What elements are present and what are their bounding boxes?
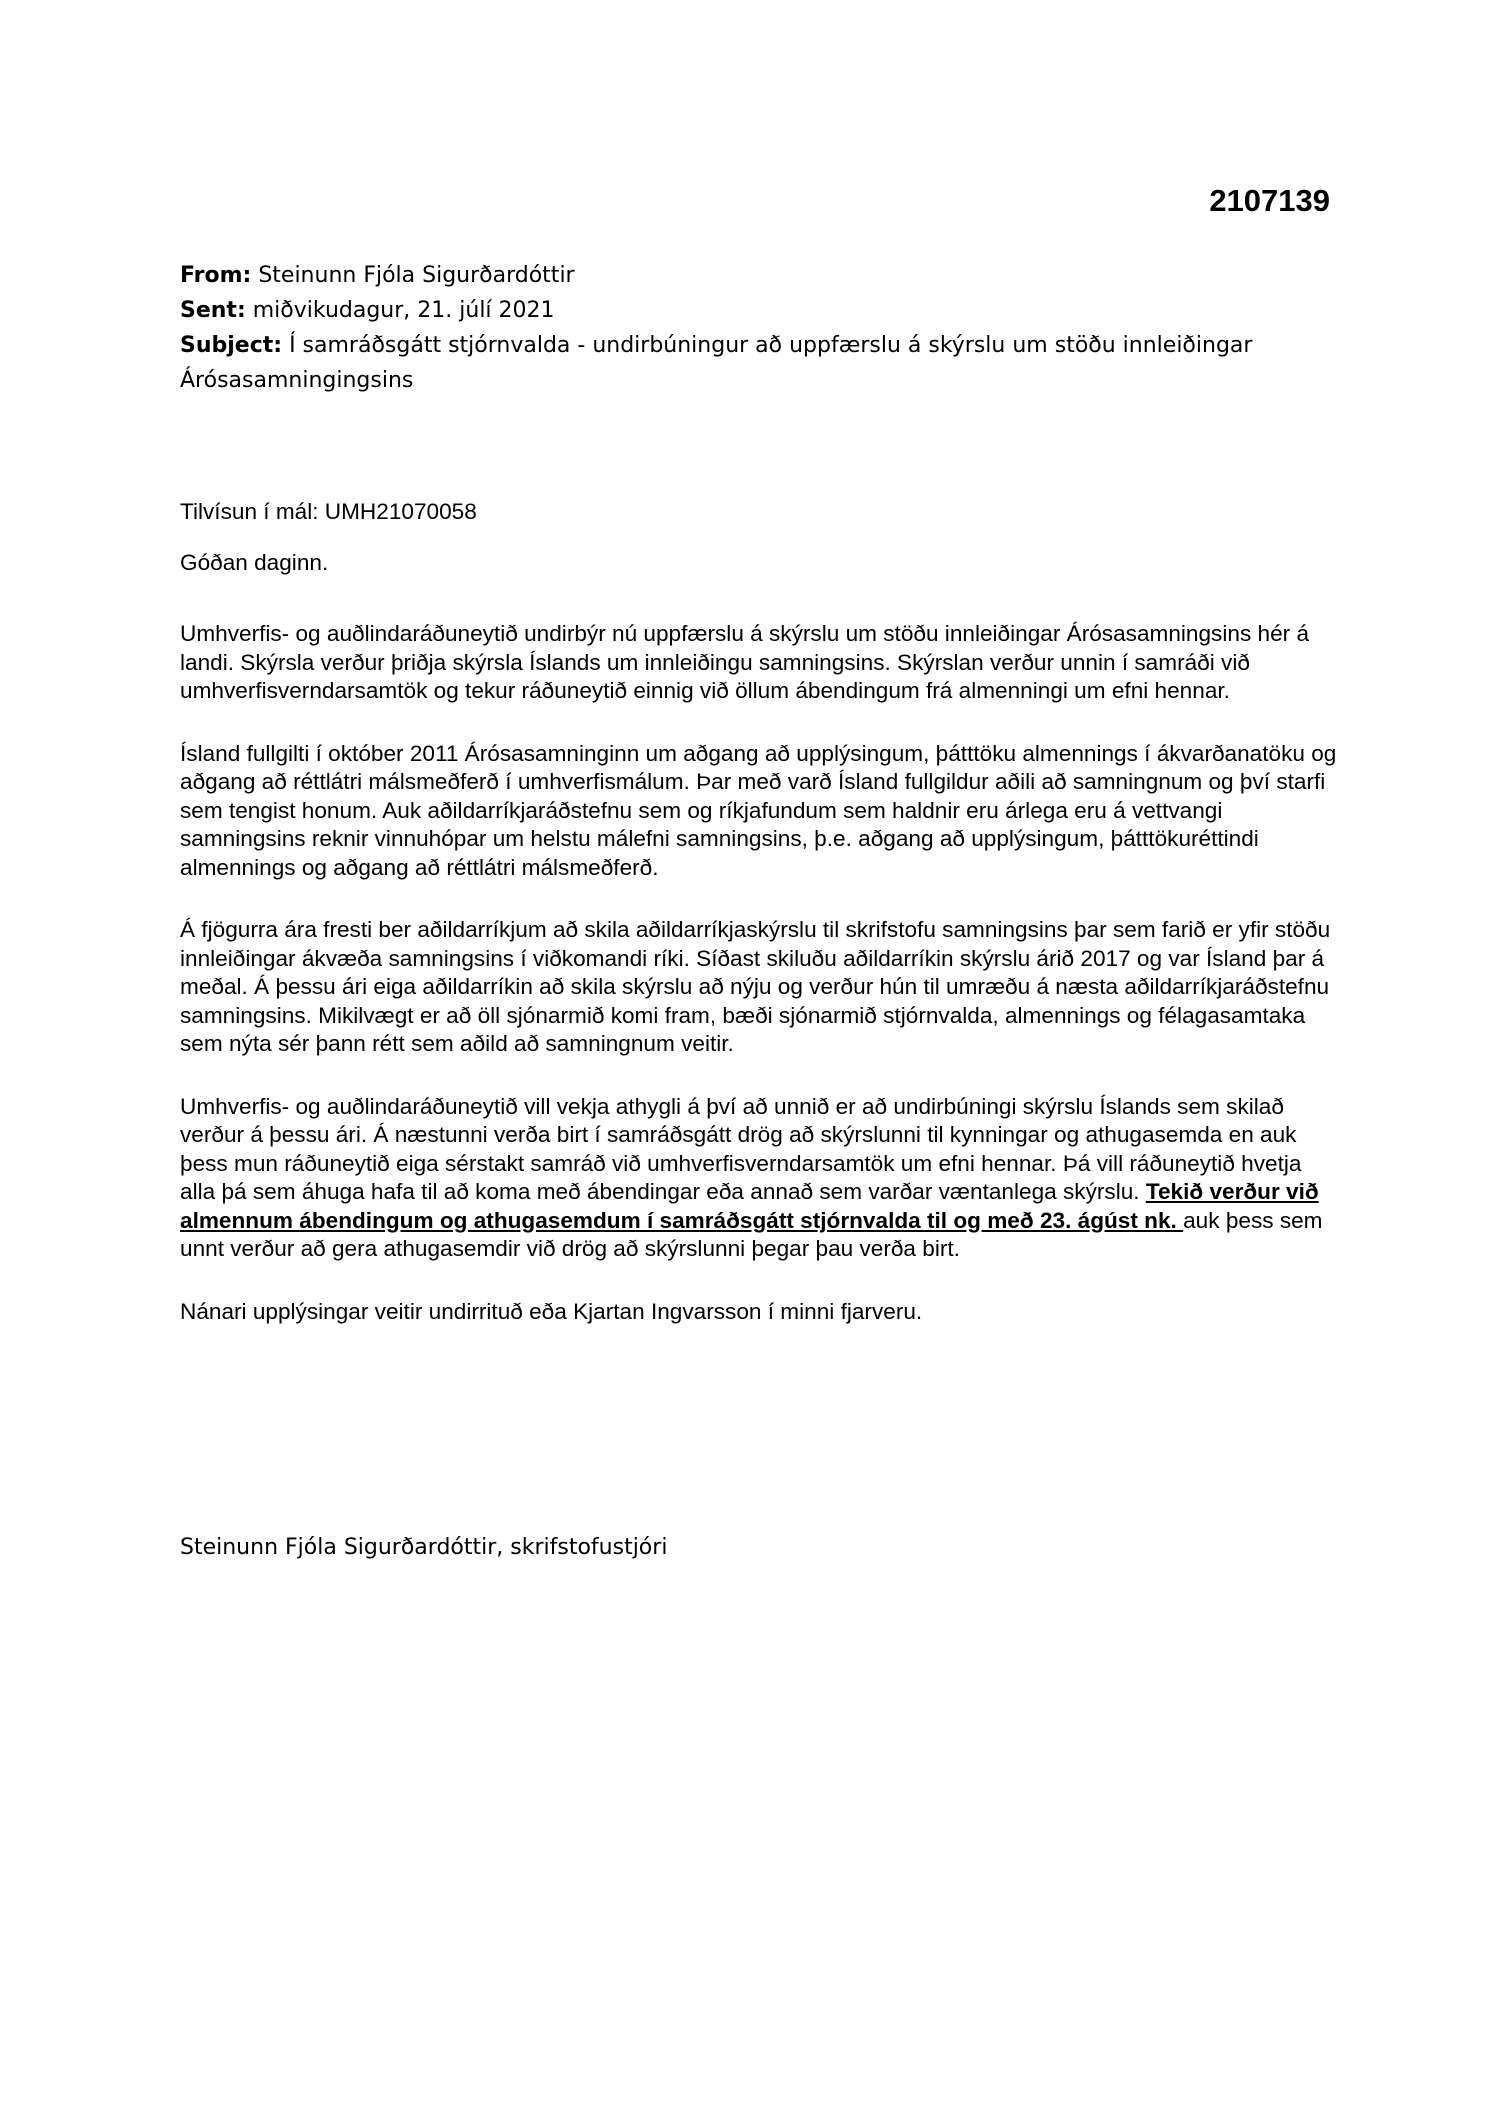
case-reference: Tilvísun í mál: UMH21070058 (180, 499, 477, 524)
signature: Steinunn Fjóla Sigurðardóttir, skrifstofustjóri (180, 1535, 668, 1560)
subject-label: Subject: (180, 333, 283, 358)
email-body (180, 498, 1340, 1326)
deadline-notice: Tekið verður við almennum ábendingum og athugasemdum í samráðsgátt stjórnvalda til og með 23. ágúst nk. (180, 1179, 1319, 1233)
subject-line (180, 328, 1340, 398)
paragraph-5: Nánari upplýsingar veitir undirrituð eða Kjartan Ingvarsson í minni fjarveru. (180, 1298, 923, 1324)
from-value: Steinunn Fjóla Sigurðardóttir (258, 263, 575, 288)
from-line (180, 258, 1340, 293)
paragraph-4-end: auk þess sem unnt verður að gera athugasemdir við drög að skýrslunni þegar þau verða birt. (180, 1207, 1323, 1261)
subject-value: Í samráðsgátt stjórnvalda - undirbúningur að uppfærslu á skýrslu um stöðu innleiðingar Árósasamningingsins (180, 333, 1253, 393)
email-header (180, 258, 1340, 398)
from-label: From: (180, 263, 252, 288)
sent-line (180, 293, 1340, 328)
sent-label: Sent: (180, 298, 246, 323)
paragraph-3: Á fjögurra ára fresti ber aðildarríkjum að skila aðildarríkjaskýrslu til skrifstofu samningsins þar sem farið er yfir stöðu innleiðingar ákvæða samningsins í viðkomandi ríki. Síðast skiluðu aðildarríkin skýrslu árið 2017 og var Ísland þar á meðal. Á þessu ári eiga aðildarríkin að skila skýrslu að nýju og verður hún til umræðu á næsta aðildarríkjaráðstefnu samningsins. Mikilvægt er að öll sjónarmið komi fram, bæði sjónarmið stjórnvalda, almennings og félagasamtaka sem nýta sér þann rétt sem aðild að samningnum veitir. (180, 917, 1331, 1056)
paragraph-2: Ísland fullgilti í október 2011 Árósasamninginn um aðgang að upplýsingum, þátttöku almennings í ákvarðanatöku og aðgang að réttlátri málsmeðferð í umhverfismálum. Þar með varð Ísland fullgildur aðili að samningnum og því starfi sem tengist honum. Auk aðildarríkjaráðstefnu sem og ríkjafundum sem haldnir eru árlega eru á vettvangi samningsins reknir vinnuhópar um helstu málefni samningsins, þ.e. aðgang að upplýsingum, þátttökuréttindi almennings og aðgang að réttlátri málsmeðferð. (180, 740, 1337, 880)
paragraph-4-start: Umhverfis- og auðlindaráðuneytið vill vekja athygli á því að unnið er að undirbúningi skýrslu Íslands sem skilað verður á þessu ári. Á næstunni verða birt í samráðsgátt drög að skýrslunni til kynningar og athugasemda en auk þess mun ráðuneytið eiga sérstakt samráð við umhverfisverndarsamtök um efni hennar. Þá vill ráðuneytið hvetja alla þá sem áhuga hafa til að koma með ábendingar eða annað sem varðar væntanlega skýrslu. (180, 1093, 1302, 1204)
sent-value: miðvikudagur, 21. júlí 2021 (252, 298, 555, 323)
greeting: Góðan daginn. (180, 549, 329, 575)
paragraph-4 (180, 1093, 1340, 1264)
paragraph-1: Umhverfis- og auðlindaráðuneytið undirbýr nú uppfærslu á skýrslu um stöðu innleiðingar Árósasamningsins hér á landi. Skýrsla verður þriðja skýrsla Íslands um innleiðingu samningsins. Skýrslan verður unnin í samráði við umhverfisverndarsamtök og tekur ráðuneytið einnig við öllum ábendingum frá almenningi um efni hennar. (180, 621, 1310, 703)
document-number: 2107139 (1209, 183, 1330, 218)
